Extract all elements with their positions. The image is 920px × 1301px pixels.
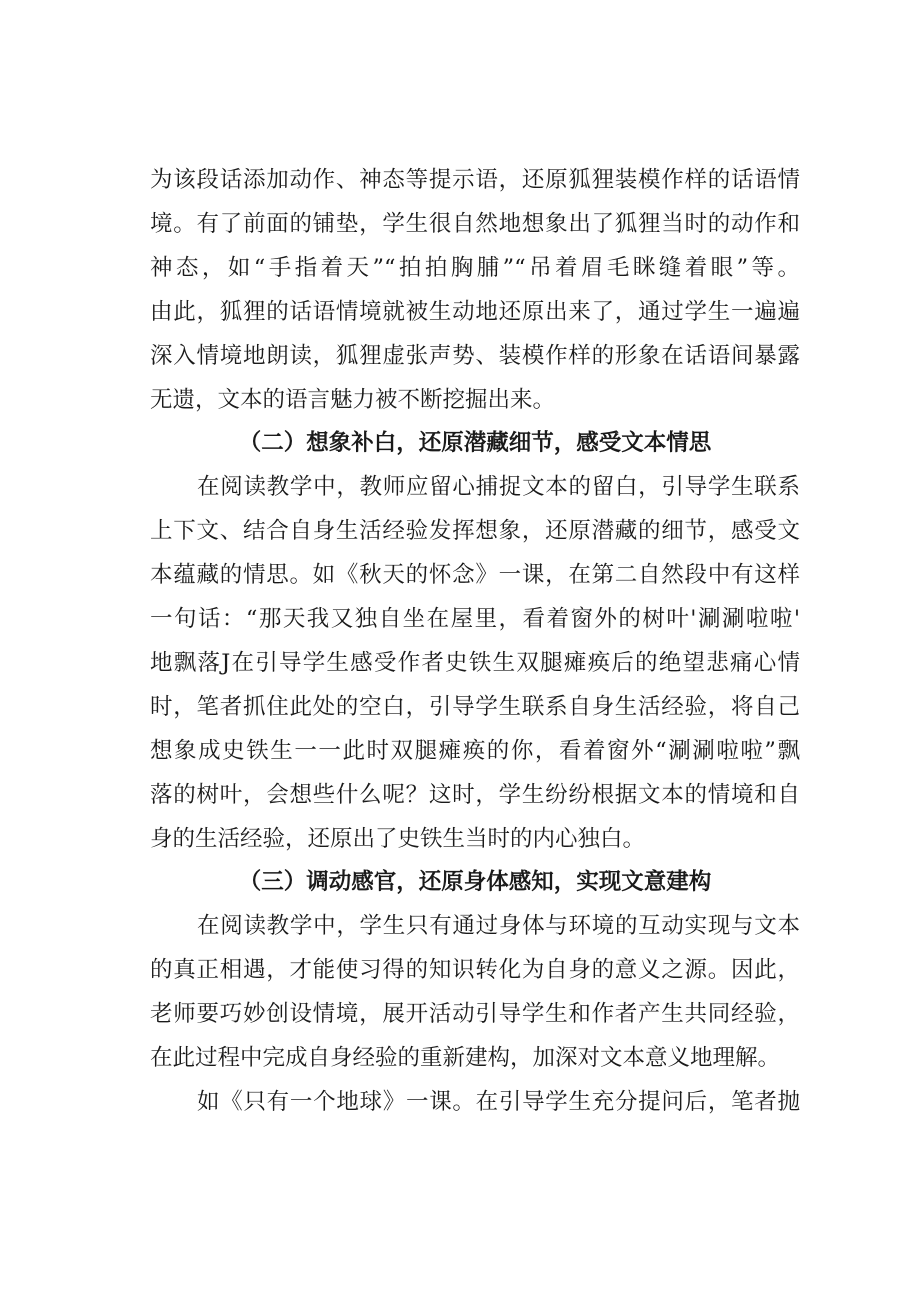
paragraph-2-line-5: 地飘落J在引导学生感受作者史铁生双腿瘫痪后的绝望悲痛心情 (150, 650, 800, 676)
section-heading-2: （二）想象补白，还原潜藏细节，感受文本情思 (238, 430, 712, 456)
paragraph-3-line-1: 在阅读教学中，学生只有通过身体与环境的互动实现与文本 (197, 913, 800, 939)
paragraph-1-line-1: 为该段话添加动作、神态等提示语，还原狐狸装模作样的话语情 (150, 167, 800, 193)
paragraph-2-line-4: 一句话：“那天我又独自坐在屋里，看着窗外的树叶'涮涮啦啦' (150, 606, 800, 632)
paragraph-2-line-1: 在阅读教学中，教师应留心捕捉文本的留白，引导学生联系 (197, 474, 800, 500)
paragraph-1-line-4: 由此，狐狸的话语情境就被生动地还原出来了，通过学生一遍遍 (150, 299, 800, 325)
paragraph-2-line-9: 身的生活经验，还原出了史铁生当时的内心独白。 (150, 826, 646, 852)
paragraph-1-line-2: 境。有了前面的铺垫，学生很自然地想象出了狐狸当时的动作和 (150, 211, 800, 237)
paragraph-2-line-8: 落的树叶，会想些什么呢？这时，学生纷纷根据文本的情境和自 (150, 782, 800, 808)
paragraph-3-line-4: 在此过程中完成自身经验的重新建构，加深对文本意义地理解。 (150, 1045, 781, 1071)
paragraph-4-line-1: 如《只有一个地球》一课。在引导学生充分提问后，笔者抛 (197, 1089, 800, 1115)
paragraph-3-line-2: 的真正相遇，才能使习得的知识转化为自身的意义之源。因此， (150, 957, 800, 983)
paragraph-2-line-7: 想象成史铁生一一此时双腿瘫痪的你，看着窗外“涮涮啦啦”飘 (150, 738, 800, 764)
paragraph-1-line-6: 无遗，文本的语言魅力被不断挖掘出来。 (150, 387, 556, 413)
paragraph-3-line-3: 老师要巧妙创设情境，展开活动引导学生和作者产生共同经验， (150, 1001, 800, 1027)
paragraph-2-line-3: 本蕴藏的情思。如《秋天的怀念》一课，在第二自然段中有这样 (150, 562, 800, 588)
paragraph-1-line-3: 神态，如“手指着天”“拍拍胸脯”“吊着眉毛眯缝着眼”等。 (150, 255, 800, 281)
paragraph-2-line-6: 时，笔者抓住此处的空白，引导学生联系自身生活经验，将自己 (150, 694, 800, 720)
paragraph-1-line-5: 深入情境地朗读，狐狸虚张声势、装模作样的形象在话语间暴露 (150, 343, 800, 369)
section-heading-3: （三）调动感官，还原身体感知，实现文意建构 (238, 869, 712, 895)
paragraph-2-line-2: 上下文、结合自身生活经验发挥想象，还原潜藏的细节，感受文 (150, 518, 800, 544)
